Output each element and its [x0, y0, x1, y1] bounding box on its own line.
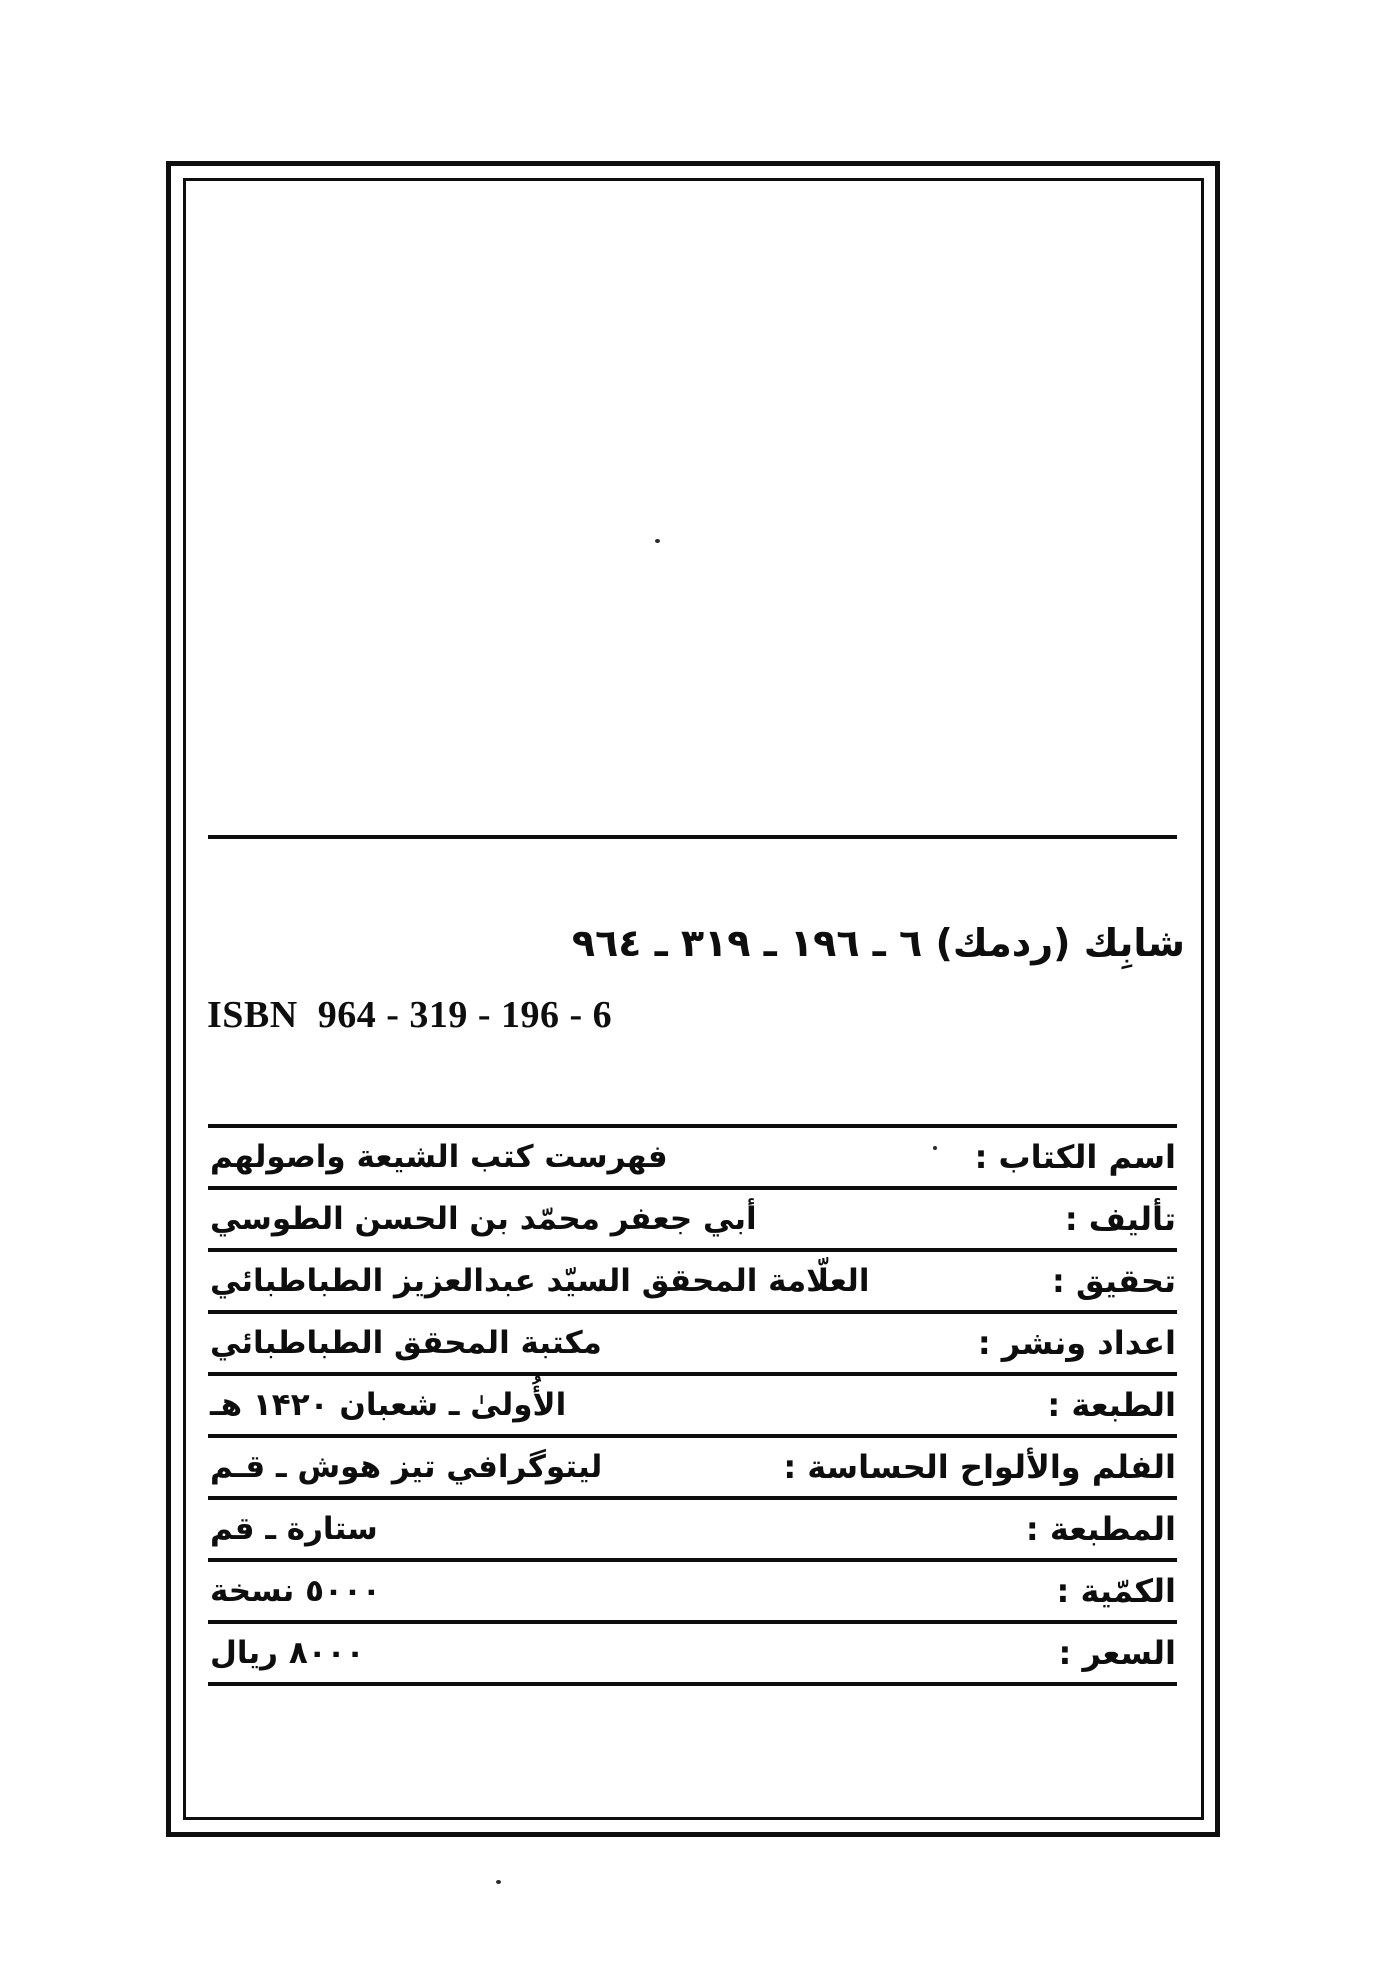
- colophon-table: [208, 1124, 1177, 1686]
- row-label: اعداد ونشر :: [977, 1324, 1176, 1362]
- row-label: الكمّية :: [1056, 1572, 1176, 1610]
- row-label: اسم الكتاب :: [974, 1138, 1176, 1176]
- table-row: [208, 1500, 1177, 1562]
- row-value: ٥٠٠٠ نسخة: [210, 1573, 381, 1609]
- row-value: الأُولىٰ ـ شعبان ۱۴۲۰ هـ: [210, 1387, 567, 1423]
- row-value: فهرست كتب الشيعة واصولهم: [210, 1139, 668, 1175]
- scan-artifact-dot: [655, 539, 660, 543]
- table-row: [208, 1376, 1177, 1438]
- table-row: [208, 1128, 1177, 1190]
- shabek-isbn-arabic-line: شابِك (ردمك) ٦ ـ ١٩٦ ـ ٣١٩ ـ ٩٦٤: [571, 921, 1185, 965]
- row-value: ٨٠٠٠ ريال: [210, 1635, 365, 1671]
- scan-artifact-dot: [496, 1880, 501, 1884]
- row-value: العلّامة المحقق السيّد عبدالعزيز الطباطبائي: [210, 1263, 870, 1299]
- row-label: الفلم والألواح الحساسة :: [783, 1448, 1176, 1486]
- row-label: المطبعة :: [1025, 1510, 1176, 1548]
- scan-artifact-dot: [933, 1146, 937, 1150]
- isbn-latin-line: ISBN 964 - 319 - 196 - 6: [207, 994, 613, 1036]
- row-value: مكتبة المحقق الطباطبائي: [210, 1325, 602, 1361]
- table-row: [208, 1190, 1177, 1252]
- table-row: [208, 1624, 1177, 1686]
- row-label: السعر :: [1058, 1634, 1176, 1672]
- table-row: [208, 1314, 1177, 1376]
- table-row: [208, 1562, 1177, 1624]
- horizontal-divider-line: [208, 835, 1177, 839]
- table-row: [208, 1252, 1177, 1314]
- row-label: تأليف :: [1064, 1200, 1176, 1238]
- row-label: تحقيق :: [1052, 1262, 1176, 1300]
- row-value: ليتوگرافي تيز هوش ـ قـم: [210, 1449, 603, 1485]
- row-value: ستارة ـ قم: [210, 1511, 378, 1547]
- row-label: الطبعة :: [1047, 1386, 1176, 1424]
- table-row: [208, 1438, 1177, 1500]
- row-value: أبي جعفر محمّد بن الحسن الطوسي: [210, 1201, 757, 1237]
